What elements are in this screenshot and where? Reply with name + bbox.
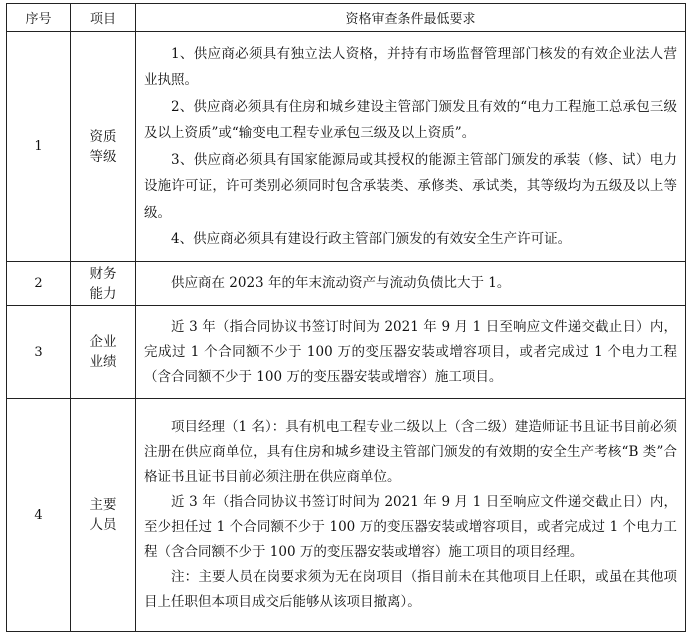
- table-header-row: [7, 4, 686, 32]
- row-item-label: 财务能力: [89, 265, 117, 302]
- table-row: [7, 262, 686, 306]
- requirement-paragraph: 1、供应商必须具有独立法人资格，并持有市场监督管理部门核发的有效企业法人营业执照。: [144, 45, 677, 88]
- row-item: [71, 262, 136, 306]
- row-number: 1: [7, 32, 71, 262]
- qualification-table: [6, 3, 686, 632]
- row-item-label: 企业业绩: [89, 334, 117, 370]
- requirement-paragraph: 注：主要人员在岗要求须为无在岗项目（指目前未在其他项目上任职，或虽在其他项目上任职但本项目成交后能够从该项目撤离）。: [144, 569, 677, 610]
- row-requirement: [136, 306, 686, 399]
- row-item: [71, 399, 136, 632]
- requirement-paragraph: 近 3 年（指合同协议书签订时间为 2021 年 9 月 1 日至响应文件递交截止日）内，完成过 1 个合同额不少于 100 万的变压器安装或增容项目，或者完成过 1 个电力工程（含合同额不少于 100 万的变压器安装或增容）施工项目。: [144, 318, 677, 385]
- header-item: 项目: [71, 4, 136, 32]
- header-requirement: 资格审查条件最低要求: [136, 4, 686, 32]
- requirement-paragraph: 3、供应商必须具有国家能源局或其授权的能源主管部门颁发的承装（修、试）电力设施许可证，许可类别必须同时包含承装类、承修类、承试类，其等级均为五级及以上等级。: [144, 151, 677, 221]
- row-requirement: [136, 262, 686, 306]
- table-row: [7, 306, 686, 399]
- requirement-paragraph: 2、供应商必须具有住房和城乡建设主管部门颁发且有效的“电力工程施工总承包三级及以上资质”或“输变电工程专业承包三级及以上资质”。: [144, 98, 677, 141]
- requirement-paragraph: 项目经理（1 名）：具有机电工程专业二级以上（含二级）建造师证书且证书目前必须注册在供应商单位，具有住房和城乡建设主管部门颁发的有效期的安全生产考核“B 类”合格证书且证书目前必须注册在供应商单位。: [144, 419, 677, 485]
- row-number: 2: [7, 262, 71, 306]
- row-number: 3: [7, 306, 71, 399]
- requirement-paragraph: 4、供应商必须具有建设行政主管部门颁发的有效安全生产许可证。: [171, 231, 572, 247]
- row-number: 4: [7, 399, 71, 632]
- row-requirement: [136, 32, 686, 262]
- header-no: 序号: [7, 4, 71, 32]
- row-item: [71, 32, 136, 262]
- row-item: [71, 306, 136, 399]
- requirement-paragraph: 近 3 年（指合同协议书签订时间为 2021 年 9 月 1 日至响应文件递交截止日）内，至少担任过 1 个合同额不少于 100 万的变压器安装或增容项目，或者完成过 1 个电力工程（含合同额不少于 100 万的变压器安装或增容）施工项目的项目经理。: [144, 494, 677, 560]
- row-requirement: [136, 399, 686, 632]
- table-row: [7, 399, 686, 632]
- row-item-label: 资质等级: [89, 128, 117, 165]
- requirement-paragraph: 供应商在 2023 年的年末流动资产与流动负债比大于 1。: [171, 275, 511, 291]
- row-item-label: 主要人员: [89, 497, 117, 533]
- table-row: [7, 32, 686, 262]
